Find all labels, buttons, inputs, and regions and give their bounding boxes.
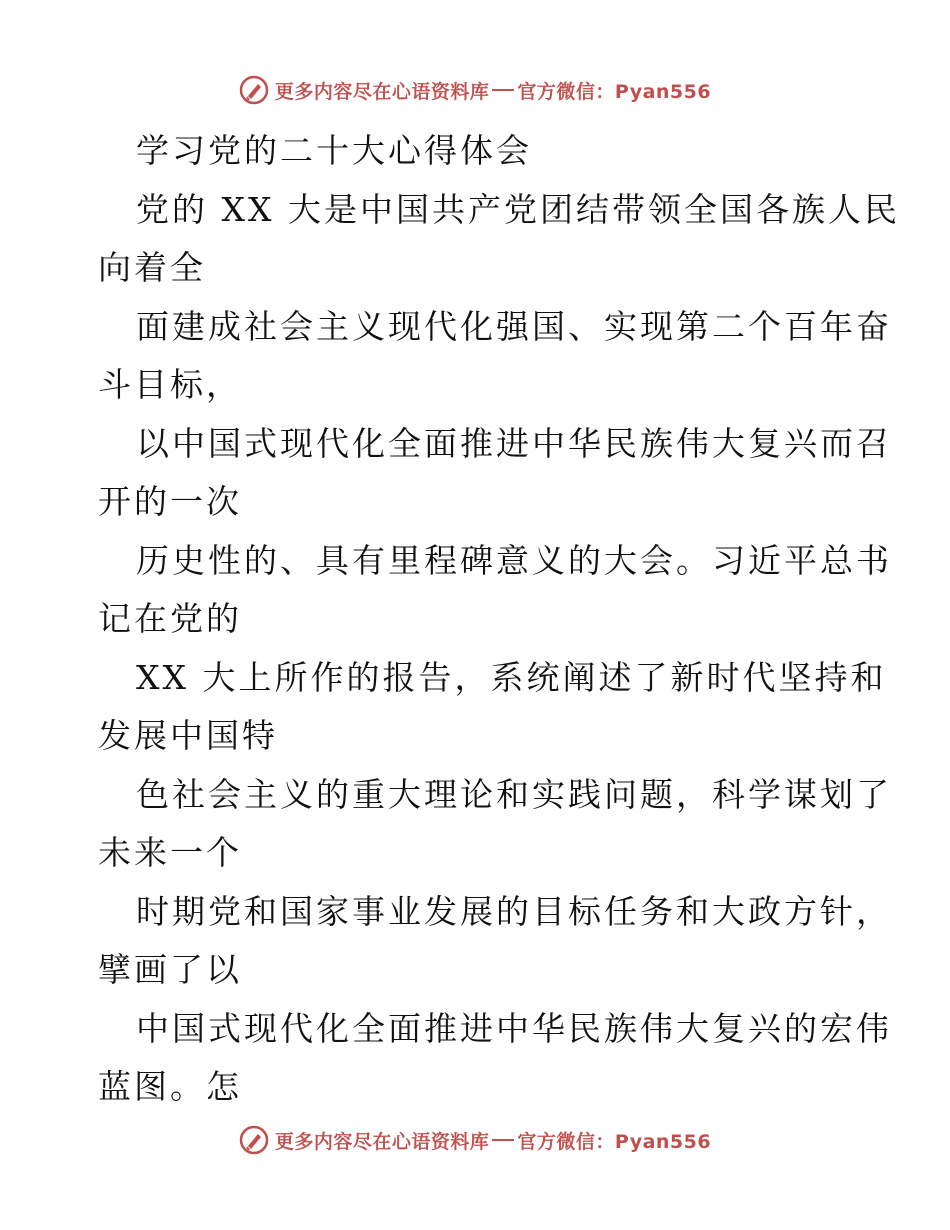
text-line: 发展中国特: [98, 716, 278, 755]
text-line: 记在党的: [98, 599, 242, 638]
text-line: 历史性的、具有里程碑意义的大会。习近平总书: [136, 540, 892, 580]
footer-main-text: 更多内容尽在心语资料库: [274, 1130, 490, 1153]
footer-dash: [492, 1139, 514, 1141]
footer-suffix-text: 官方微信：: [517, 1130, 615, 1153]
footer-banner: [0, 1120, 950, 1160]
text-line: 面建成社会主义现代化强国、实现第二个百年奋: [136, 306, 892, 346]
header-banner: [0, 70, 950, 110]
text-line: 色社会主义的重大理论和实践问题，科学谋划了: [136, 774, 892, 814]
footer-wechat-id: Pyan556: [614, 1130, 712, 1153]
header-dash: [492, 89, 514, 91]
document-title: 学习党的二十大心得体会: [136, 131, 532, 170]
text-line: 蓝图。怎: [98, 1067, 242, 1106]
text-line: 向着全: [98, 248, 206, 287]
pen-logo-icon: [239, 1125, 269, 1155]
header-wechat-id: Pyan556: [614, 80, 712, 103]
text-line: 开的一次: [98, 482, 242, 521]
header-main-text: 更多内容尽在心语资料库: [274, 80, 490, 103]
text-line: 时期党和国家事业发展的目标任务和大政方针，: [136, 891, 892, 931]
text-line: 以中国式现代化全面推进中华民族伟大复兴而召: [136, 423, 892, 463]
text-line: XX 大上所作的报告，系统阐述了新时代坚持和: [136, 657, 887, 697]
document-body: [98, 122, 900, 1117]
header-text: [275, 77, 711, 104]
header-suffix-text: 官方微信：: [517, 80, 615, 103]
footer-text: [275, 1127, 711, 1154]
text-line: 党的 XX 大是中国共产党团结带领全国各族人民: [136, 189, 900, 229]
text-line: 未来一个: [98, 833, 242, 872]
text-line: 擘画了以: [98, 950, 242, 989]
text-line: 斗目标，: [98, 365, 242, 404]
text-line: 中国式现代化全面推进中华民族伟大复兴的宏伟: [136, 1008, 892, 1048]
pen-logo-icon: [239, 75, 269, 105]
